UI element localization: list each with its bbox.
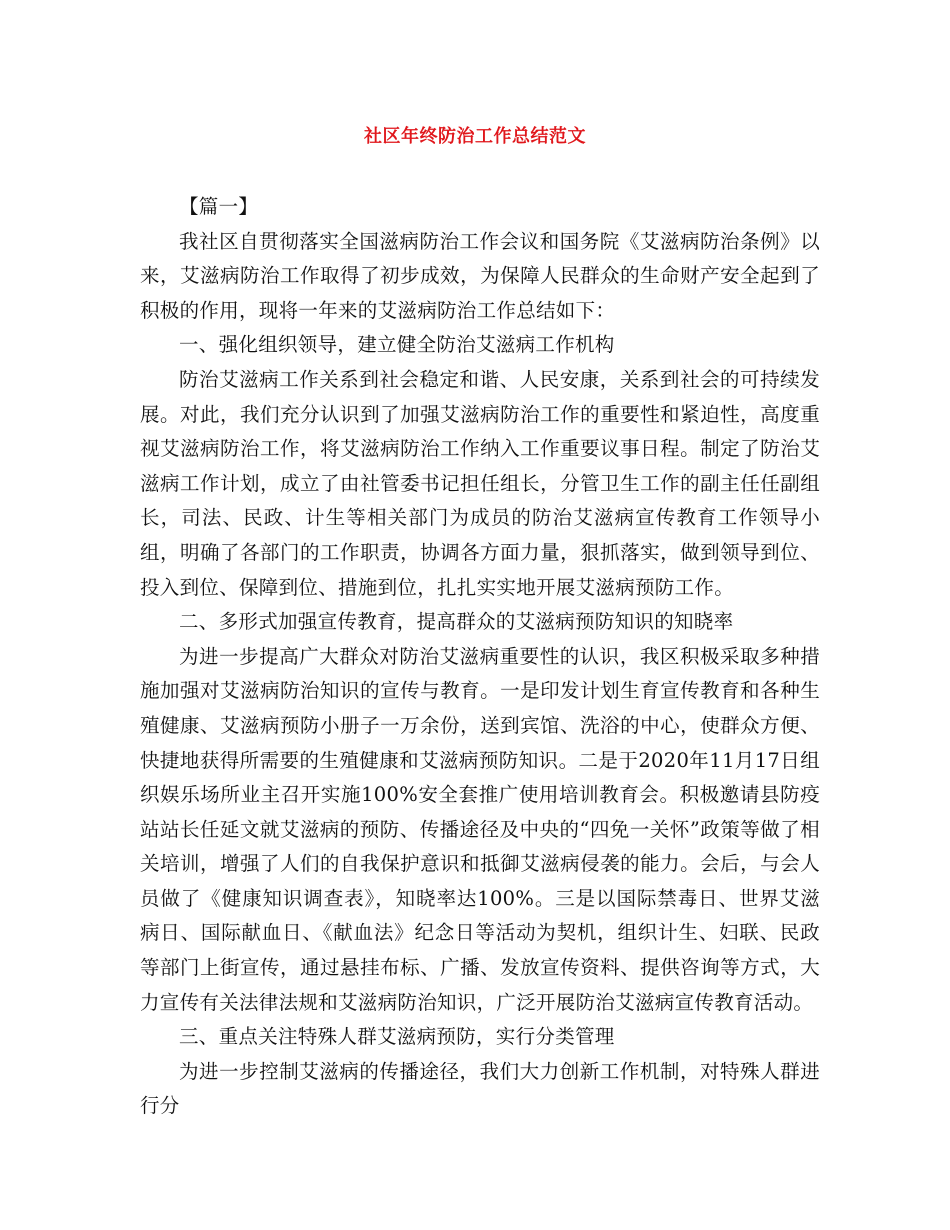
section-marker: 【篇一】 <box>179 195 259 218</box>
section-heading-3: 三、重点关注特殊人群艾滋病预防，实行分类管理 <box>179 1025 615 1049</box>
document-body <box>140 190 820 1124</box>
section-1-paragraph: 防治艾滋病工作关系到社会稳定和谐、人民安康，关系到社会的可持续发展。对此，我们充分认识到了加强艾滋病防治工作的重要性和紧迫性，高度重视艾滋病防治工作，将艾滋病防治工作纳入工作重要议事日程。制定了防治艾滋病工作计划，成立了由社管委书记担任组长，分管卫生工作的副主任任副组长，司法、民政、计生等相关部门为成员的防治艾滋病宣传教育工作领导小组，明确了各部门的工作职责，协调各方面力量，狠抓落实，做到领导到位、投入到位、保障到位、措施到位，扎扎实实地开展艾滋病预防工作。 <box>140 367 820 599</box>
section-heading-1: 一、强化组织领导，建立健全防治艾滋病工作机构 <box>179 333 615 357</box>
document-title: 社区年终防治工作总结范文 <box>364 126 586 147</box>
section-3-paragraph: 为进一步控制艾滋病的传播途径，我们大力创新工作机制，对特殊人群进行分 <box>140 1059 820 1118</box>
intro-paragraph: 我社区自贯彻落实全国滋病防治工作会议和国务院《艾滋病防治条例》以来，艾滋病防治工作取得了初步成效，为保障人民群众的生命财产安全起到了积极的作用，现将一年来的艾滋病防治工作总结如下： <box>140 229 820 322</box>
section-heading-2: 二、多形式加强宣传教育，提高群众的艾滋病预防知识的知晓率 <box>179 610 734 634</box>
section-2-paragraph: 为进一步提高广大群众对防治艾滋病重要性的认识，我区积极采取多种措施加强对艾滋病防治知识的宣传与教育。一是印发计划生育宣传教育和各种生殖健康、艾滋病预防小册子一万余份，送到宾馆、洗浴的中心，使群众方便、快捷地获得所需要的生殖健康和艾滋病预防知识。二是于2020年11月17日组织娱乐场所业主召开实施100%安全套推广使用培训教育会。积极邀请县防疫站站长任延文就艾滋病的预防、传播途径及中央的“四免一关怀”政策等做了相关培训，增强了人们的自我保护意识和抵御艾滋病侵袭的能力。会后，与会人员做了《健康知识调查表》，知晓率达100%。三是以国际禁毒日、世界艾滋病日、国际献血日、《献血法》纪念日等活动为契机，组织计生、妇联、民政等部门上街宣传，通过悬挂布标、广播、发放宣传资料、提供咨询等方式，大力宣传有关法律法规和艾滋病防治知识，广泛开展防治艾滋病宣传教育活动。 <box>140 644 820 1014</box>
